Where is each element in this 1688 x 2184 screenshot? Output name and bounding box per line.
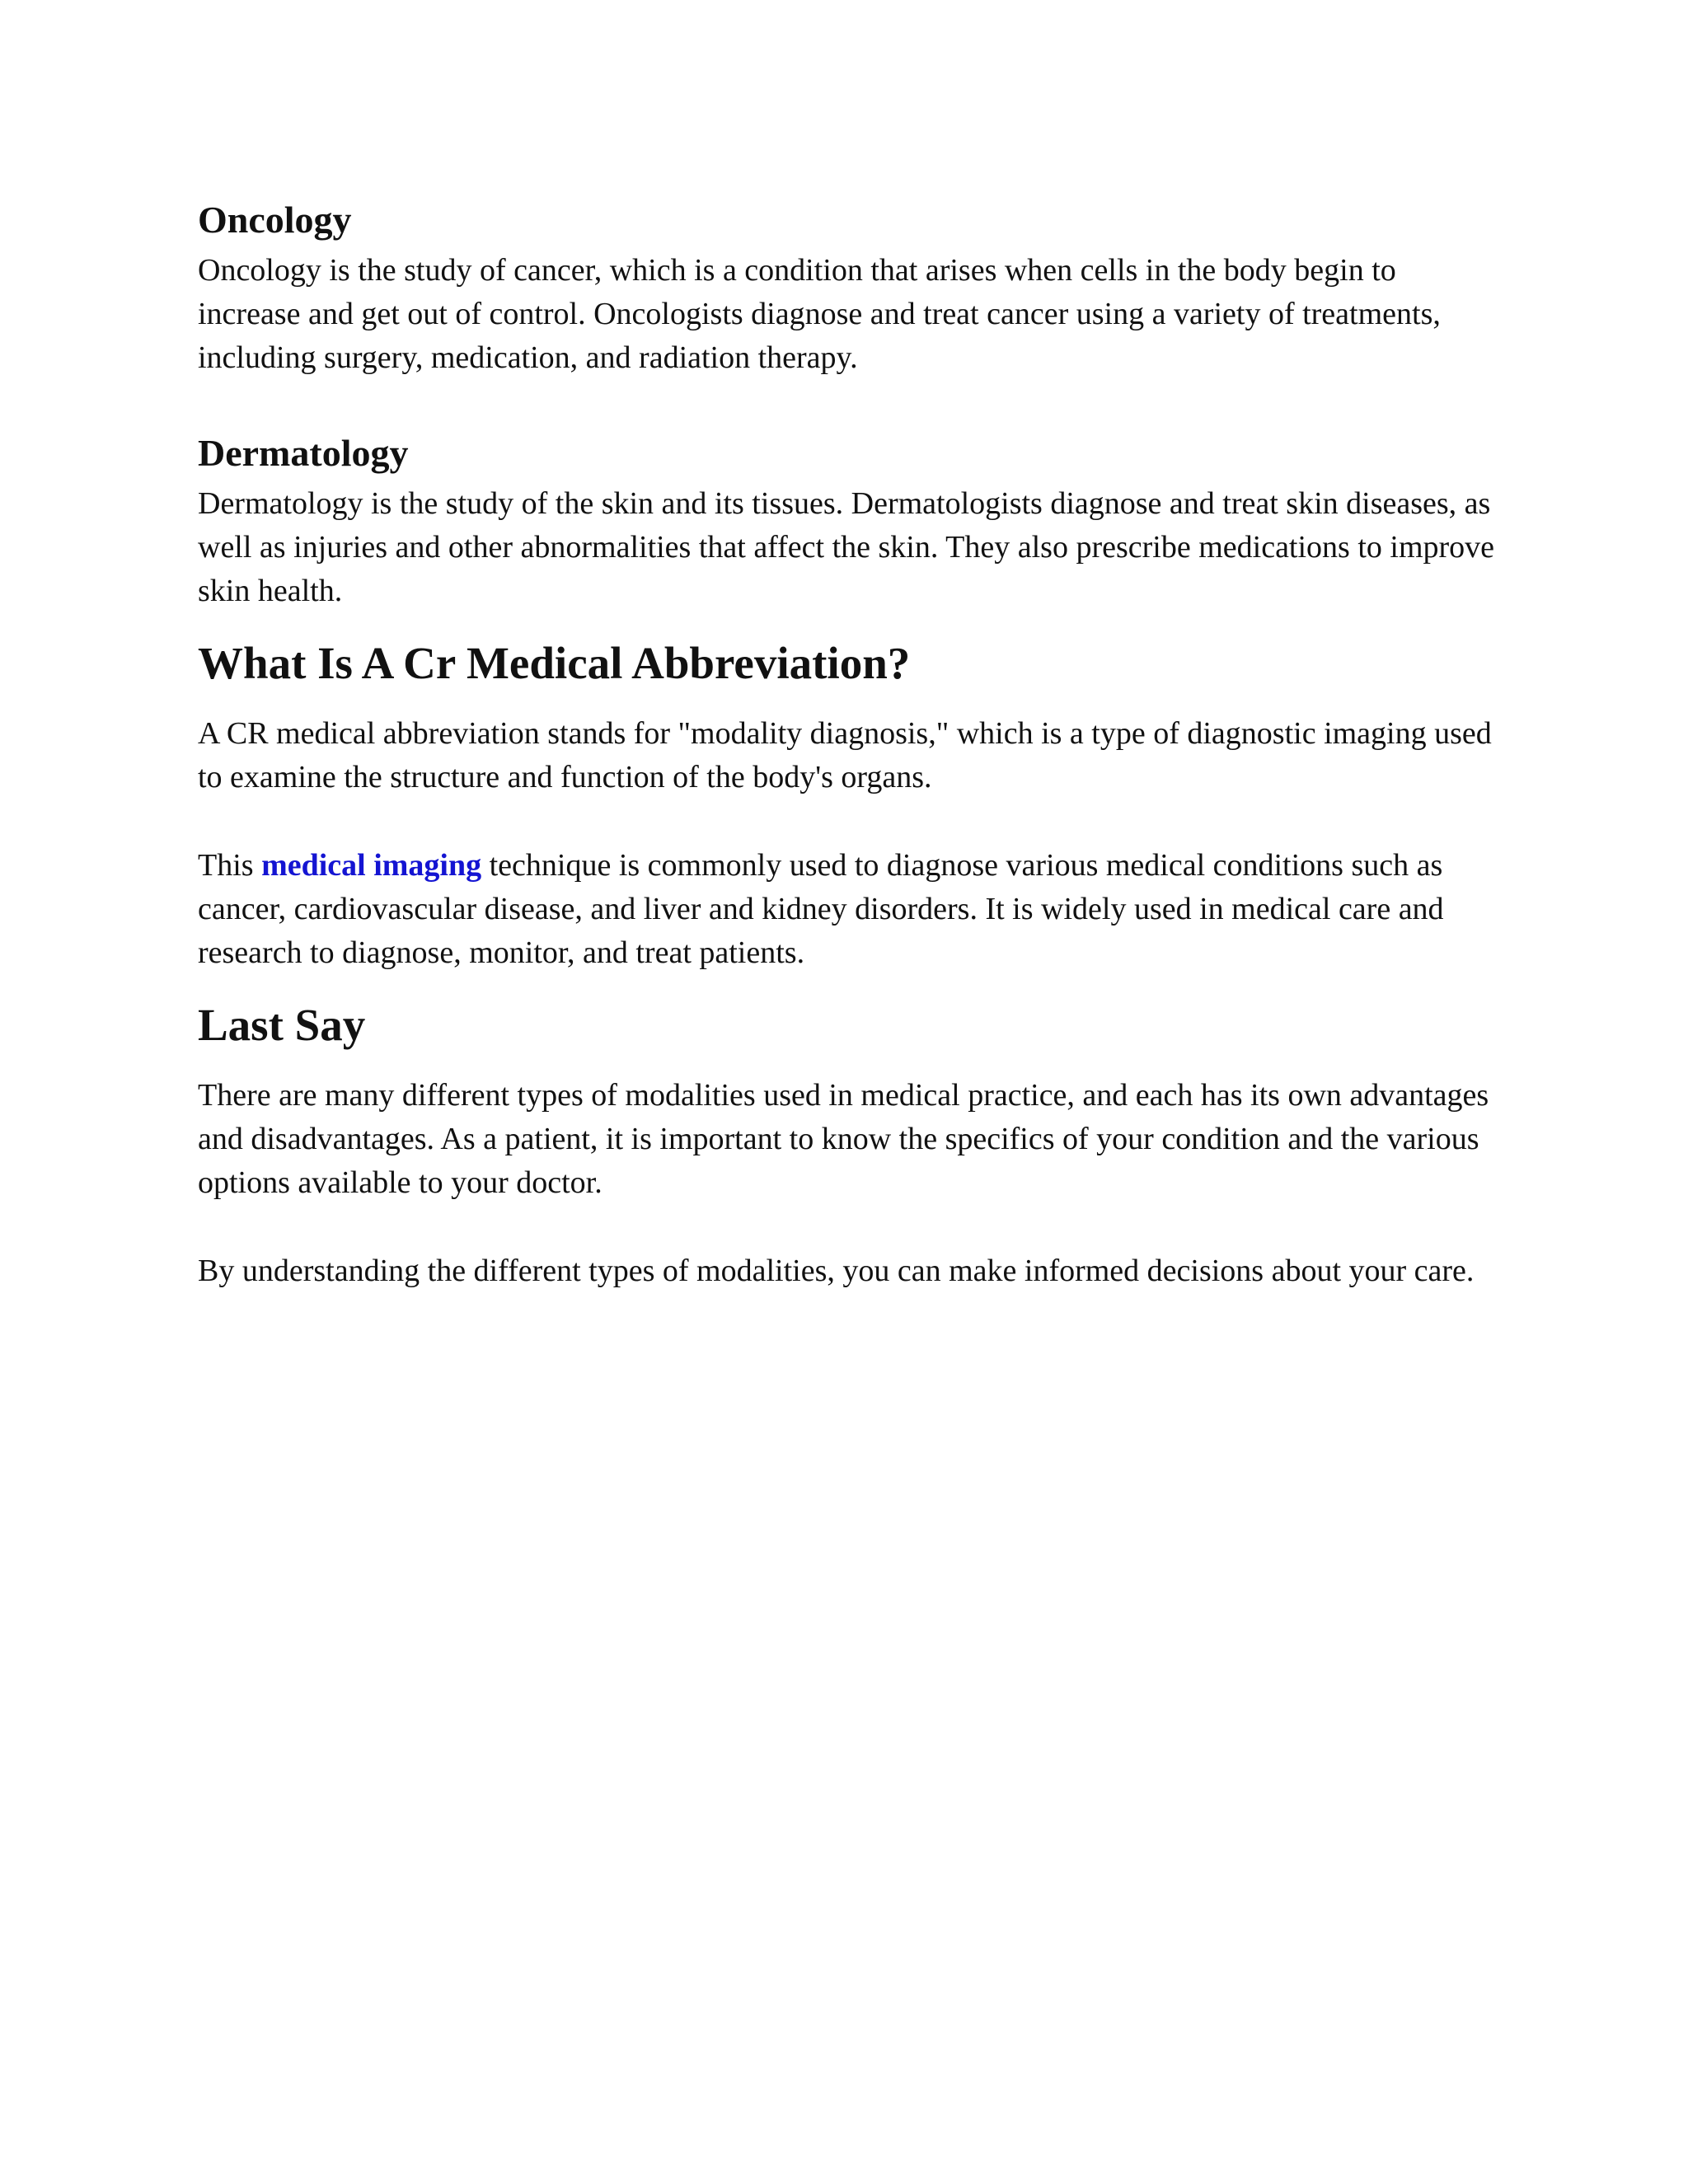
cr-abbreviation-heading: What Is A Cr Medical Abbreviation? bbox=[198, 638, 911, 688]
cr-abbreviation-paragraph-2-prefix: This bbox=[198, 848, 262, 883]
last-say-paragraph-1: There are many different types of modalities used in medical practice, and each has its own advantages and disadvantages. As a patient, it is important to know the specifics of your condition and the various options available to your doctor. bbox=[198, 1078, 1489, 1200]
last-say-heading: Last Say bbox=[198, 1000, 366, 1050]
medical-imaging-link[interactable]: medical imaging bbox=[261, 848, 482, 883]
cr-abbreviation-paragraph-1: A CR medical abbreviation stands for "modality diagnosis," which is a type of diagnostic imaging used to examine the structure and function of the body's organs. bbox=[198, 716, 1492, 794]
oncology-paragraph: Oncology is the study of cancer, which is a condition that arises when cells in the body begin to increase and get out of control. Oncologists diagnose and treat cancer using a variety of treatments, including surgery, medication, and radiation therapy. bbox=[198, 253, 1441, 375]
last-say-paragraph-2: By understanding the different types of modalities, you can make informed decisions about your care. bbox=[198, 1254, 1475, 1288]
dermatology-heading: Dermatology bbox=[198, 432, 409, 474]
cr-abbreviation-paragraph-2-suffix: technique is commonly used to diagnose various medical conditions such as cancer, cardiovascular disease, and liver and kidney disorders. It is widely used in medical care and research to diagnose, monitor, and treat patients. bbox=[198, 848, 1444, 970]
dermatology-paragraph: Dermatology is the study of the skin and its tissues. Dermatologists diagnose and treat skin diseases, as well as injuries and other abnormalities that affect the skin. They also prescribe medications to improve skin health. bbox=[198, 486, 1495, 608]
cr-abbreviation-paragraph-2 bbox=[198, 844, 1500, 975]
oncology-heading: Oncology bbox=[198, 199, 352, 241]
article-content bbox=[198, 191, 1500, 1293]
